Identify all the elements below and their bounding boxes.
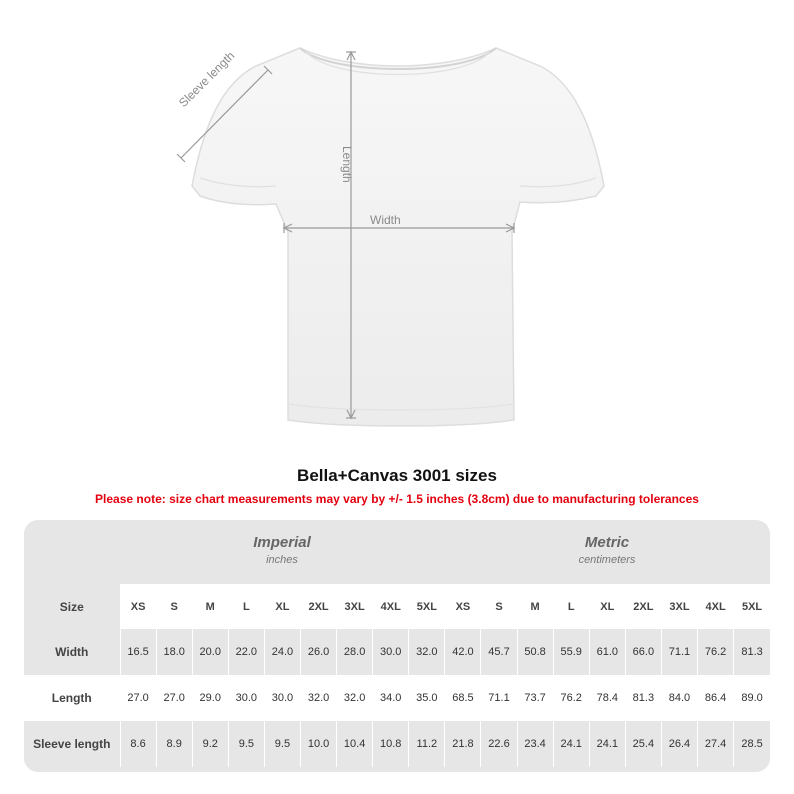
table-cell: 27.0 <box>156 675 192 721</box>
table-cell: 27.4 <box>698 721 734 767</box>
table-cell: 28.0 <box>337 629 373 675</box>
size-header-cell: XL <box>264 584 300 629</box>
size-header-cell: 4XL <box>373 584 409 629</box>
table-cell: 10.8 <box>373 721 409 767</box>
size-header-cell: 4XL <box>698 584 734 629</box>
table-row-width <box>24 629 770 675</box>
table-cell: 24.1 <box>553 721 589 767</box>
table-cell: 84.0 <box>661 675 697 721</box>
table-cell: 22.0 <box>228 629 264 675</box>
size-header-cell: 2XL <box>301 584 337 629</box>
size-header-cell: S <box>481 584 517 629</box>
table-cell: 30.0 <box>373 629 409 675</box>
table-cell: 29.0 <box>192 675 228 721</box>
table-cell: 32.0 <box>301 675 337 721</box>
table-cell: 78.4 <box>589 675 625 721</box>
size-header-cell: 5XL <box>734 584 770 629</box>
size-header-cell: 5XL <box>409 584 445 629</box>
table-cell: 68.5 <box>445 675 481 721</box>
size-header-row <box>24 584 770 629</box>
imperial-unit: inches <box>266 554 298 566</box>
table-cell: 66.0 <box>625 629 661 675</box>
table-cell: 61.0 <box>589 629 625 675</box>
size-header-cell: L <box>228 584 264 629</box>
table-cell: 8.9 <box>156 721 192 767</box>
table-cell: 89.0 <box>734 675 770 721</box>
table-cell: 76.2 <box>553 675 589 721</box>
size-header-cell: L <box>553 584 589 629</box>
table-cell: 45.7 <box>481 629 517 675</box>
size-header-cell: 3XL <box>337 584 373 629</box>
size-header-cell: 2XL <box>625 584 661 629</box>
table-cell: 30.0 <box>228 675 264 721</box>
table-cell: 71.1 <box>661 629 697 675</box>
table-cell: 76.2 <box>698 629 734 675</box>
table-row-length <box>24 675 770 721</box>
table-cell: 23.4 <box>517 721 553 767</box>
row-label: Width <box>24 629 120 675</box>
table-cell: 32.0 <box>337 675 373 721</box>
length-label: Length <box>340 146 354 183</box>
size-header-cell: M <box>192 584 228 629</box>
tolerance-note: Please note: size chart measurements may vary by +/- 1.5 inches (3.8cm) due to manufacturing tolerances <box>95 492 699 506</box>
row-label: Length <box>24 675 120 721</box>
table-cell: 8.6 <box>120 721 156 767</box>
table-cell: 42.0 <box>445 629 481 675</box>
size-header-cell: 3XL <box>661 584 697 629</box>
sleeve-length-label: Sleeve length <box>176 48 238 110</box>
size-header-cell: XS <box>120 584 156 629</box>
table-cell: 9.2 <box>192 721 228 767</box>
table-cell: 30.0 <box>264 675 300 721</box>
table-cell: 21.8 <box>445 721 481 767</box>
table-cell: 10.4 <box>337 721 373 767</box>
size-header-cell: XS <box>445 584 481 629</box>
table-cell: 26.4 <box>661 721 697 767</box>
imperial-title: Imperial <box>253 534 311 551</box>
table-cell: 11.2 <box>409 721 445 767</box>
metric-unit: centimeters <box>578 554 636 566</box>
table-cell: 25.4 <box>625 721 661 767</box>
table-cell: 26.0 <box>301 629 337 675</box>
table-cell: 73.7 <box>517 675 553 721</box>
imperial-header <box>120 520 444 584</box>
table-cell: 50.8 <box>517 629 553 675</box>
size-header-cell: XL <box>589 584 625 629</box>
table-cell: 32.0 <box>409 629 445 675</box>
size-header-cell: S <box>156 584 192 629</box>
table-cell: 81.3 <box>625 675 661 721</box>
width-label: Width <box>370 213 401 227</box>
table-cell: 20.0 <box>192 629 228 675</box>
table-cell: 27.0 <box>120 675 156 721</box>
table-cell: 9.5 <box>264 721 300 767</box>
chart-title: Bella+Canvas 3001 sizes <box>297 466 497 485</box>
size-header-cell: M <box>517 584 553 629</box>
table-cell: 24.0 <box>264 629 300 675</box>
table-cell: 34.0 <box>373 675 409 721</box>
size-row-label: Size <box>24 584 120 629</box>
table-row-sleeve-length <box>24 721 770 767</box>
table-cell: 24.1 <box>589 721 625 767</box>
table-cell: 81.3 <box>734 629 770 675</box>
table-cell: 71.1 <box>481 675 517 721</box>
metric-header <box>444 520 770 584</box>
size-grid <box>24 584 770 767</box>
table-cell: 10.0 <box>301 721 337 767</box>
row-label: Sleeve length <box>24 721 120 767</box>
table-cell: 22.6 <box>481 721 517 767</box>
table-cell: 35.0 <box>409 675 445 721</box>
table-cell: 18.0 <box>156 629 192 675</box>
table-cell: 86.4 <box>698 675 734 721</box>
table-cell: 55.9 <box>553 629 589 675</box>
size-table <box>24 520 770 772</box>
table-cell: 28.5 <box>734 721 770 767</box>
metric-title: Metric <box>584 534 630 551</box>
table-cell: 16.5 <box>120 629 156 675</box>
table-cell: 9.5 <box>228 721 264 767</box>
